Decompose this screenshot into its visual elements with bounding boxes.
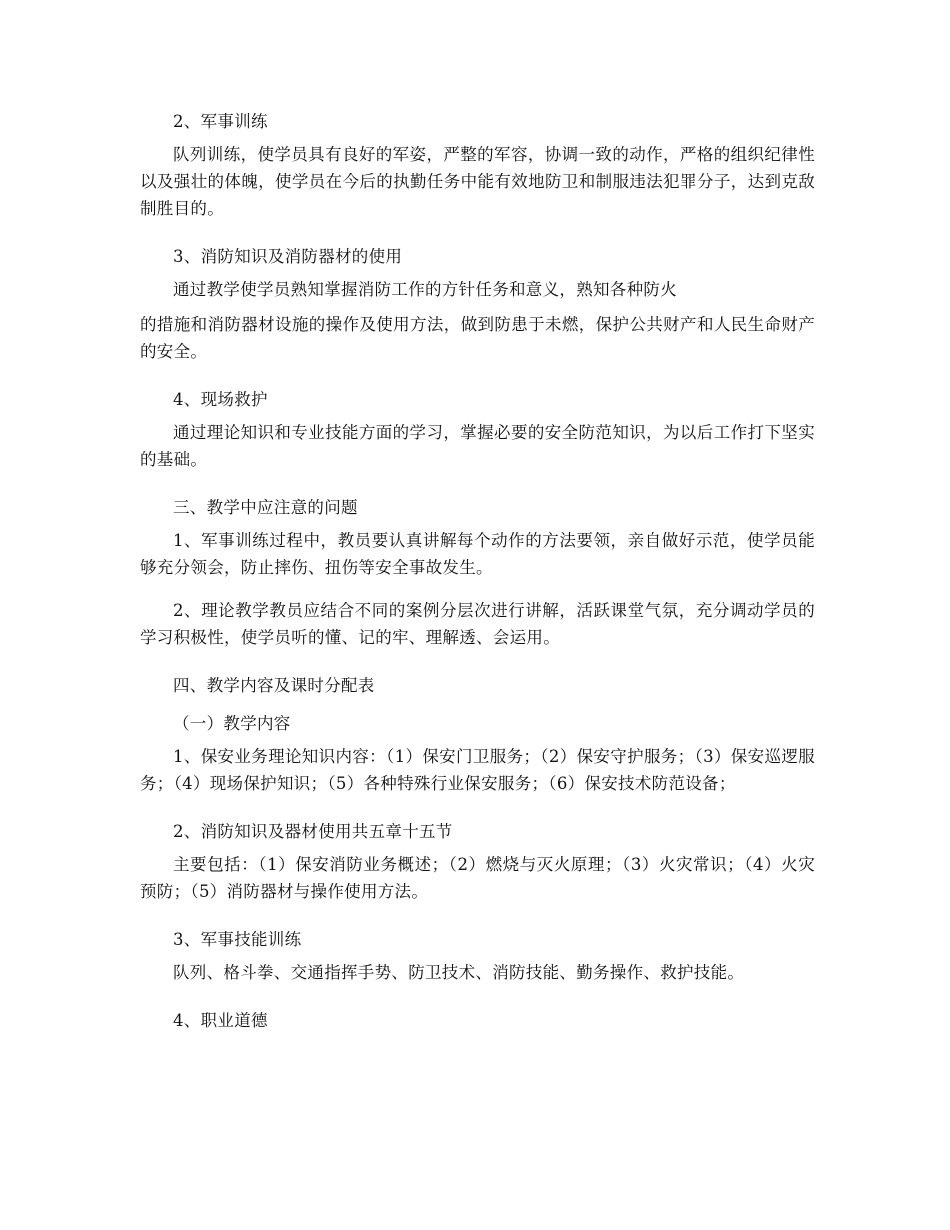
section-heading-issues: 三、教学中应注意的问题	[173, 498, 358, 517]
paragraph-drill: 队列训练，使学员具有良好的军姿，严整的军容，协调一致的动作，严格的组织纪律性以及强壮的体魄，使学员在今后的执勤任务中能有效地防卫和制服违法犯罪分子，达到克敌制胜目的。	[140, 145, 815, 218]
document-body	[140, 103, 815, 1040]
paragraph-rescue: 通过理论知识和专业技能方面的学习，掌握必要的安全防范知识，为以后工作打下坚实的基础。	[140, 423, 815, 469]
paragraph-fire-knowledge-1: 通过教学使学员熟知掌握消防工作的方针任务和意义，熟知各种防火	[173, 280, 677, 299]
paragraph-fire-knowledge-2: 的措施和消防器材设施的操作及使用方法，做到防患于未燃，保护公共财产和人民生命财产的安全。	[140, 315, 815, 361]
paragraph-fire-main: 主要包括：（1）保安消防业务概述；（2）燃烧与灭火原理；（3）火灾常识；（4）火灾预防；（5）消防器材与操作使用方法。	[140, 855, 815, 901]
paragraph-issue-1: 1、军事训练过程中，教员要认真讲解每个动作的方法要领，亲自做好示范，使学员能够充分领会，防止摔伤、扭伤等安全事故发生。	[140, 531, 815, 577]
section-heading-fire-knowledge: 3、消防知识及消防器材的使用	[173, 247, 403, 266]
section-heading-military-training: 2、军事训练	[173, 112, 268, 131]
subsection-heading-content: （一）教学内容	[173, 714, 291, 733]
section-heading-rescue: 4、现场救护	[173, 390, 268, 409]
paragraph-content-1: 1、保安业务理论知识内容：（1）保安门卫服务；（2）保安守护服务；（3）保安巡逻服务；（4）现场保护知识；（5）各种特殊行业保安服务；（6）保安技术防范设备；	[140, 747, 815, 793]
section-heading-military-skills: 3、军事技能训练	[173, 930, 302, 949]
paragraph-issue-2: 2、理论教学教员应结合不同的案例分层次进行讲解，活跃课堂气氛，充分调动学员的学习积极性，使学员听的懂、记的牢、理解透、会运用。	[140, 601, 815, 647]
paragraph-military-skills: 队列、格斗拳、交通指挥手势、防卫技术、消防技能、勤务操作、救护技能。	[173, 963, 745, 982]
section-heading-fire-chapters: 2、消防知识及器材使用共五章十五节	[173, 822, 453, 841]
section-heading-ethics: 4、职业道德	[173, 1011, 268, 1030]
section-heading-content-hours: 四、教学内容及课时分配表	[173, 676, 375, 695]
